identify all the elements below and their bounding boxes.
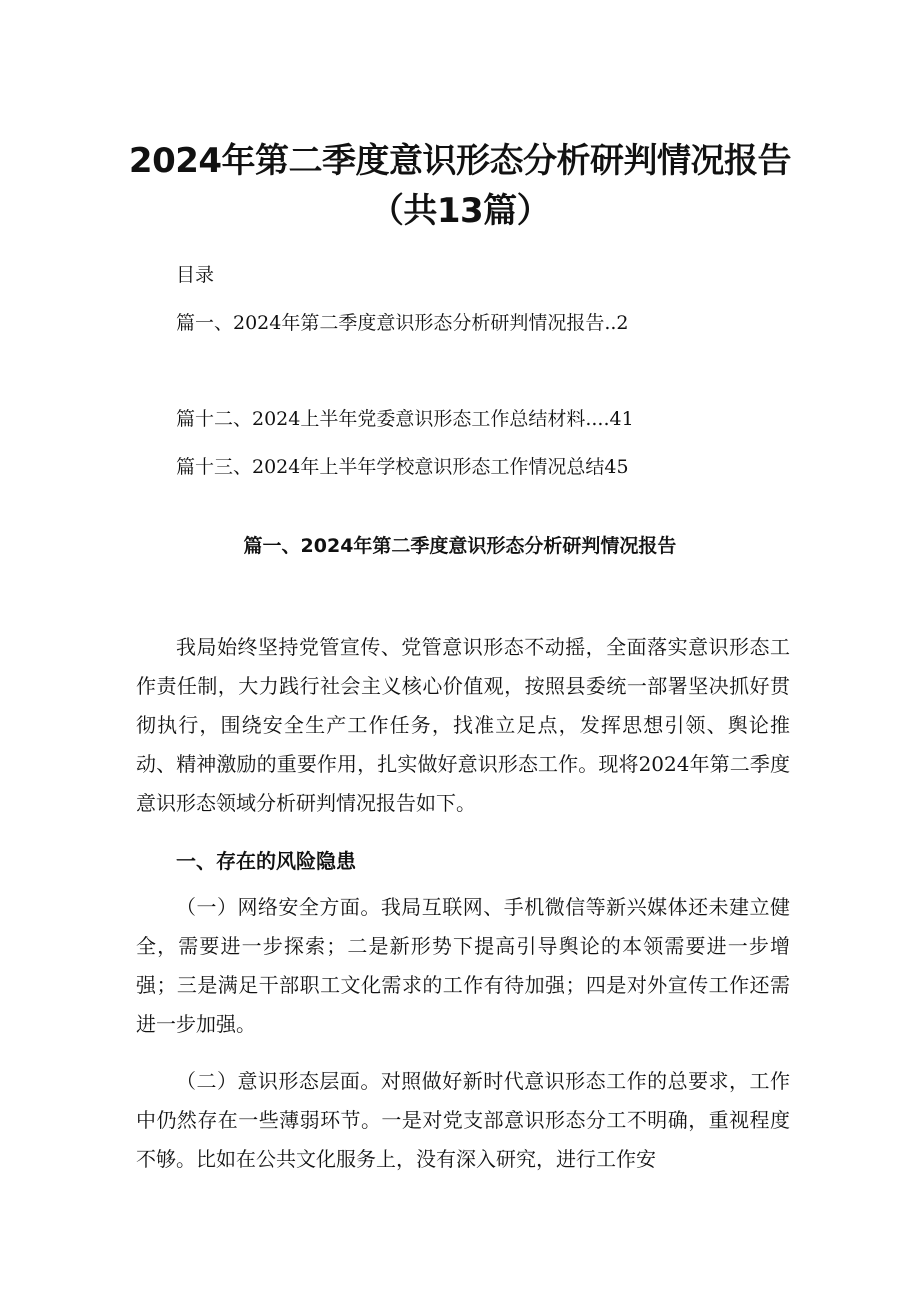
toc-item: 篇一、2024年第二季度意识形态分析研判情况报告..2 xyxy=(176,312,629,334)
intro-paragraph: 我局始终坚持党管宣传、党管意识形态不动摇，全面落实意识形态工作责任制，大力践行社会主义核心价值观，按照县委统一部署坚决抓好贯彻执行，围绕安全生产工作任务，找准立足点，发挥思想引领、舆论推动、精神激励的重要作用，扎实做好意识形态工作。现将2024年第二季度意识形态领域分析研判情况报告如下。 xyxy=(136,635,790,815)
toc-item: 篇十三、2024年上半年学校意识形态工作情况总结45 xyxy=(176,456,629,478)
document-title: 2024年第二季度意识形态分析研判情况报告（共13篇） xyxy=(128,141,792,231)
paragraph-ideology-level: （二）意识形态层面。对照做好新时代意识形态工作的总要求，工作中仍然存在一些薄弱环节。一是对党支部意识形态分工不明确，重视程度不够。比如在公共文化服务上，没有深入研究，进行工作安 xyxy=(136,1069,790,1171)
subheading-risks: 一、存在的风险隐患 xyxy=(176,849,356,873)
toc-item: 篇十二、2024上半年党委意识形态工作总结材料....41 xyxy=(176,408,634,430)
toc-heading: 目录 xyxy=(176,264,215,286)
paragraph-network-security: （一）网络安全方面。我局互联网、手机微信等新兴媒体还未建立健全，需要进一步探索；二是新形势下提高引导舆论的本领需要进一步增强；三是满足干部职工文化需求的工作有待加强；四是对外宣传工作还需进一步加强。 xyxy=(136,895,790,1036)
section-title: 篇一、2024年第二季度意识形态分析研判情况报告 xyxy=(243,535,677,557)
